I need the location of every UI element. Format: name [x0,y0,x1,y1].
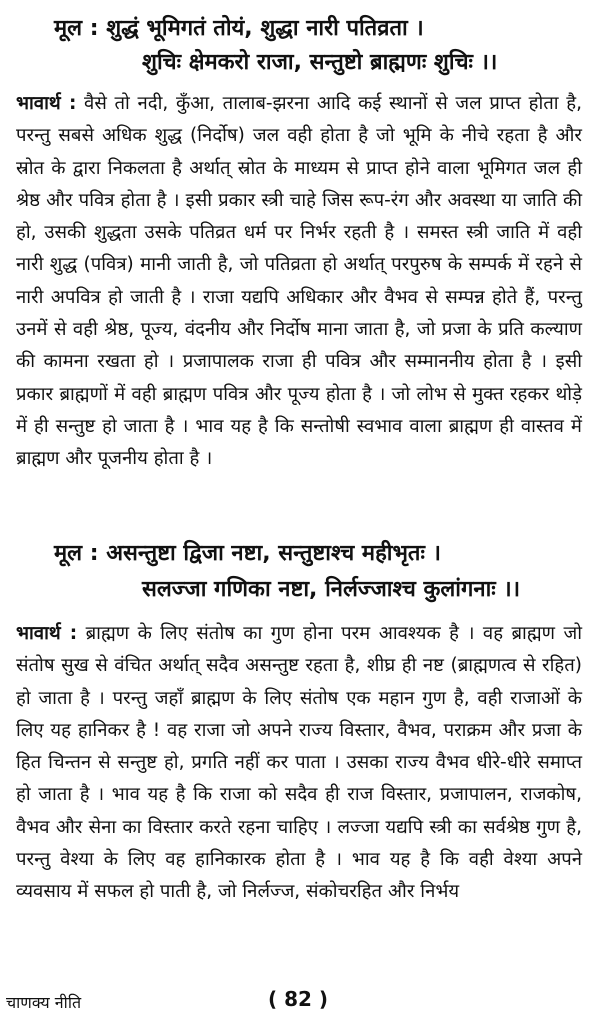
book-title: चाणक्य नीति [6,993,82,1012]
verse-1-label: मूल : [54,16,99,41]
commentary-2-text: ब्राह्मण के लिए संतोष का गुण होना परम आवश्यक है । वह ब्राह्मण जो संतोष सुख से वंचित अर्थात् सदैव असन्तुष्ट रहता है, शीघ्र ही नष्ट (ब्राह्मणत्व से रहित) हो जाता है । परन्तु जहाँ ब्राह्मण के लिए संतोष एक महान गुण है, वही राजाओं के लिए यह हानिकर है ! वह राजा जो अपने राज्य विस्तार, वैभव, पराक्रम और प्रजा के हित चिन्तन से सन्तुष्ट हो, प्रगति नहीं कर पाता । उसका राज्य वैभव धीरे-धीरे समाप्त हो जाता है । भाव यह है कि राजा को सदैव ही राज विस्तार, प्रजापालन, राजकोष, वैभव और सेना का विस्तार करते रहना चाहिए । लज्जा यद्यपि स्त्री का सर्वश्रेष्ठ गुण है, परन्तु वेश्या के लिए वह हानिकारक होता है । भाव यह है कि वही वेश्या अपने व्यवसाय में सफल हो पाती है, जो निर्लज्ज, संकोचरहित और निर्भय [16,623,582,903]
verse-1-line-2: शुचिः क्षेमकरो राजा, सन्तुष्टो ब्राह्मणः शुचिः ।। [142,50,498,75]
commentary-1-text: वैसे तो नदी, कुँआ, तालाब-झरना आदि कई स्थानों से जल प्राप्त होता है, परन्तु सबसे अधिक शुद्ध (निर्दोष) जल वही होता है जो भूमि के नीचे रहता है और स्रोत के द्वारा निकलता है अर्थात् स्रोत के माध्यम से प्राप्त होने वाला भूमिगत जल ही श्रेष्ठ और पवित्र होता है । इसी प्रकार स्त्री चाहे जिस रूप-रंग और अवस्था या जाति की हो, उसकी शुद्धता उसके पतिव्रत धर्म पर निर्भर रहती है । समस्त स्त्री जाति में वही नारी शुद्ध (पवित्र) मानी जाती है, जो पतिव्रता हो अर्थात् परपुरुष के सम्पर्क में रहने से नारी अपवित्र हो जाती है । राजा यद्यपि अधिकार और वैभव से सम्पन्न होते हैं, परन्तु उनमें से वही श्रेष्ठ, पूज्य, वंदनीय और निर्दोष माना जाता है, जो प्रजा के प्रति कल्याण की कामना रखता हो । प्रजापालक राजा ही पवित्र और सम्माननीय होता है । इसी प्रकार ब्राह्मणों में वही ब्राह्मण पवित्र और पूज्य होता है । जो लोभ से मुक्त रहकर थोड़े में ही सन्तुष्ट हो जाता है । भाव यह है कि सन्तोषी स्वभाव वाला ब्राह्मण ही वास्तव में ब्राह्मण और पूजनीय होता है । [16,93,582,470]
commentary-1 [16,88,582,476]
commentary-1-label: भावार्थ : [16,93,77,114]
commentary-2-label: भावार्थ : [16,623,78,644]
verse-2-line-1: असन्तुष्टा द्विजा नष्टा, सन्तुष्टाश्च महीभृतः । [106,541,441,566]
page-number: ( 82 ) [268,987,329,1011]
verse-2-line-2: सलज्जा गणिका नष्टा, निर्लज्जाश्च कुलांगनाः ।। [142,577,521,602]
commentary-2 [16,618,582,909]
verse-1-line-1: शुद्धं भूमिगतं तोयं, शुद्धा नारी पतिव्रता । [106,16,424,41]
verse-2-label: मूल : [54,541,99,566]
page-footer [0,987,600,1017]
